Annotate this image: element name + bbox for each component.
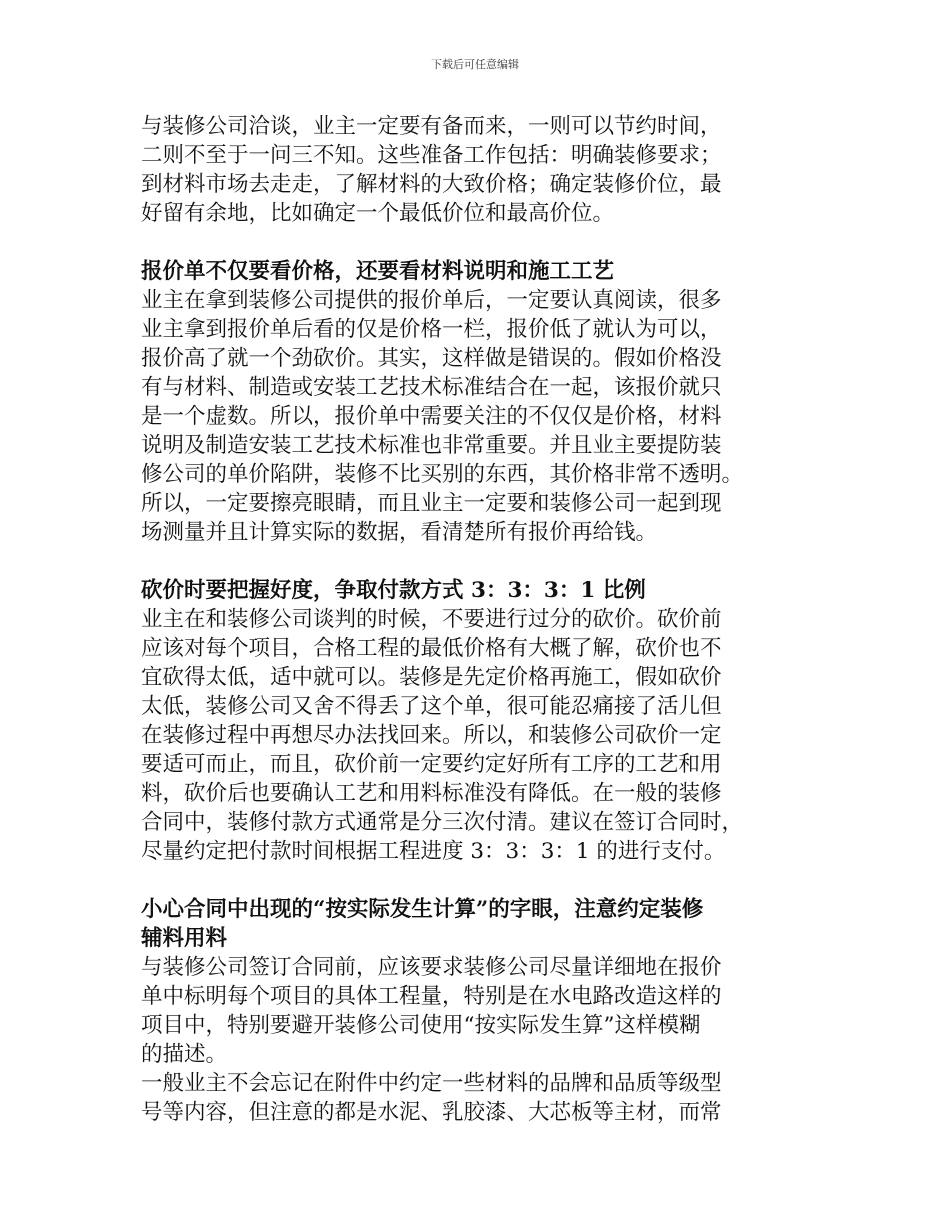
- text-line: 场测量并且计算实际的数据，看清楚所有报价再给钱。: [141, 520, 658, 545]
- text-line: 是一个虚数。所以，报价单中需要关注的不仅仅是价格，材料: [141, 404, 722, 429]
- page-header: 下载后可任意编辑: [431, 58, 519, 71]
- text-line: 的描述。: [141, 1042, 228, 1067]
- text-line: 业主在拿到装修公司提供的报价单后，一定要认真阅读，很多: [141, 288, 722, 313]
- paragraph-gap: [141, 228, 831, 257]
- text-line: 业主拿到报价单后看的仅是价格一栏，报价低了就认为可以，: [141, 317, 722, 342]
- text-line: 所以，一定要擦亮眼睛，而且业主一定要和装修公司一起到现: [141, 491, 722, 516]
- text-line: 说明及制造安装工艺技术标准也非常重要。并且业主要提防装: [141, 433, 722, 458]
- text-line: 项目中，特别要避开装修公司使用“按实际发生算”这样模糊: [141, 1013, 701, 1038]
- text-line: 在装修过程中再想尽办法找回来。所以，和装修公司砍价一定: [141, 723, 722, 748]
- text-line: 号等内容，但注意的都是水泥、乳胶漆、大芯板等主材，而常: [141, 1100, 722, 1125]
- paragraph-contract: [141, 953, 831, 1127]
- document-body: [141, 112, 831, 1127]
- paragraph-intro: [141, 112, 831, 228]
- paragraph-gap: [141, 866, 831, 895]
- text-line: 一般业主不会忘记在附件中约定一些材料的品牌和品质等级型: [141, 1071, 722, 1096]
- text-line: 太低，装修公司又舍不得丢了这个单，很可能忍痛接了活儿但: [141, 694, 722, 719]
- text-line: 二则不至于一问三不知。这些准备工作包括：明确装修要求；: [141, 143, 722, 168]
- text-line: 业主在和装修公司谈判的时候，不要进行过分的砍价。砍价前: [141, 607, 722, 632]
- paragraph-bargaining: [141, 605, 831, 866]
- text-line: 合同中，装修付款方式通常是分三次付清。建议在签订合同时，: [141, 810, 744, 835]
- text-line: 单中标明每个项目的具体工程量，特别是在水电路改造这样的: [141, 984, 722, 1009]
- text-line: 与装修公司签订合同前，应该要求装修公司尽量详细地在报价: [141, 955, 722, 980]
- text-line: 与装修公司洽谈，业主一定要有备而来，一则可以节约时间，: [141, 114, 722, 139]
- section-heading: 砍价时要把握好度，争取付款方式 3：3：3：1 比例: [141, 578, 646, 603]
- text-line: 应该对每个项目，合格工程的最低价格有大概了解，砍价也不: [141, 636, 722, 661]
- text-line: 到材料市场去走走，了解材料的大致价格；确定装修价位，最: [141, 172, 722, 197]
- text-line: 宜砍得太低，适中就可以。装修是先定价格再施工，假如砍价: [141, 665, 722, 690]
- section-heading: 辅料用料: [141, 926, 228, 951]
- text-line: 料，砍价后也要确认工艺和用料标准没有降低。在一般的装修: [141, 781, 722, 806]
- section-heading: 报价单不仅要看价格，还要看材料说明和施工工艺: [141, 259, 615, 284]
- text-line: 报价高了就一个劲砍价。其实，这样做是错误的。假如价格没: [141, 346, 722, 371]
- text-line: 尽量约定把付款时间根据工程进度 3：3：3：1 的进行支付。: [141, 839, 726, 864]
- section-heading: 小心合同中出现的“按实际发生计算”的字眼，注意约定装修: [141, 897, 704, 922]
- paragraph-gap: [141, 547, 831, 576]
- paragraph-quote-review: [141, 286, 831, 547]
- text-line: 要适可而止，而且，砍价前一定要约定好所有工序的工艺和用: [141, 752, 722, 777]
- text-line: 好留有余地，比如确定一个最低价位和最高价位。: [141, 201, 615, 226]
- text-line: 有与材料、制造或安装工艺技术标准结合在一起，该报价就只: [141, 375, 722, 400]
- text-line: 修公司的单价陷阱，装修不比买别的东西，其价格非常不透明。: [141, 462, 744, 487]
